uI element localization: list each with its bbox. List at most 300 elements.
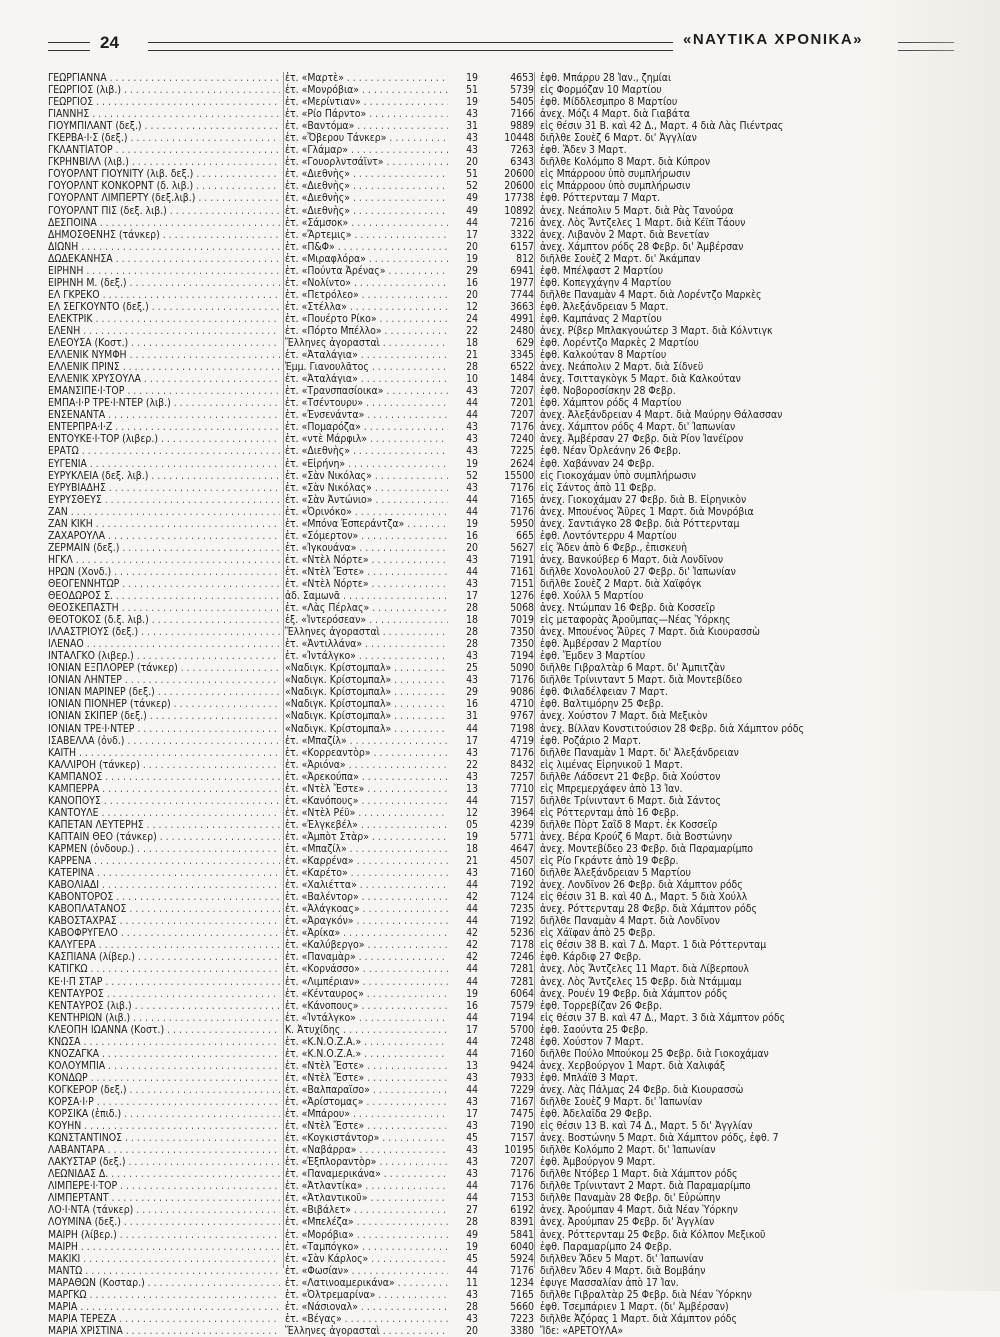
- table-row: [48, 482, 948, 494]
- table-row: [48, 120, 948, 132]
- owner: ἑτ. «Ντὲλ Ἔστε» . . .: [285, 1072, 477, 1084]
- age: 18: [448, 843, 478, 855]
- ship-name: ΚΑΒΟΦΡΥΓΕΛΟ . . .: [48, 927, 280, 939]
- status: ἐφθ. Κάρδιφ 27 Φεβρ.: [540, 951, 642, 964]
- owner: ἑτ. «Ντὲλ Νόρτε» . . .: [285, 578, 477, 590]
- age: 43: [448, 433, 478, 445]
- table-row: [48, 735, 948, 747]
- table-row: [48, 1012, 948, 1024]
- status: ἐφθ. Μπλάϊθ 3 Μαρτ.: [540, 1071, 638, 1084]
- tonnage: 4710: [510, 698, 534, 711]
- header-rule-right: [898, 42, 954, 51]
- owner: ἑτ. «Λὰς Πέρλας» . . .: [285, 602, 477, 614]
- owner: ἑτ. «Ντὲλ Ἔστε» . . .: [285, 566, 477, 578]
- table-row: [48, 530, 948, 542]
- age: 20: [448, 542, 478, 554]
- table-row: [48, 915, 948, 927]
- owner: ἑτ. «Ἀντιλλάνα» . . .: [285, 638, 477, 650]
- age: 43: [448, 1120, 478, 1132]
- tonnage: 7281: [510, 963, 534, 976]
- status: ἀνεχ. Ἀρούμπαν 4 Μαρτ. διὰ Νέαν Ὑόρκην: [540, 1204, 738, 1217]
- ship-name: ΘΕΟΤΟΚΟΣ (δ.ξ. λιβ.) . . .: [48, 614, 280, 626]
- table-row: [48, 795, 948, 807]
- age: 17: [448, 229, 478, 241]
- age: 21: [448, 855, 478, 867]
- owner: ἑτ. «Ὀρινόκο» . . .: [285, 506, 477, 518]
- table-row: [48, 421, 948, 433]
- status: εἰς θέσιν 37 Β. καὶ 47 Δ., Μαρτ. 3 διὰ Χάμπτον ρόδς: [540, 1011, 786, 1024]
- status: διῆλθε Κολόμπο 2 Μαρτ. δι' Ἰαπωνίαν: [540, 1144, 716, 1157]
- table-row: [48, 1204, 948, 1216]
- table-row: [48, 1216, 948, 1228]
- ship-name: ΕΥΓΕΝΙΑ . . .: [48, 458, 280, 470]
- ship-name: ΚΑΛΥΓΕΡΑ . . .: [48, 939, 280, 951]
- status: ἐφθ. Καμπάνας 2 Μαρτίου: [540, 312, 662, 325]
- owner: ἑτ. «Φωσίαν» . . .: [285, 1265, 477, 1277]
- tonnage: 629: [516, 337, 534, 350]
- table-row: [48, 1180, 948, 1192]
- age: 43: [448, 674, 478, 686]
- owner: ἀδ. Σαμωνᾶ . . .: [285, 590, 477, 602]
- status: ἀνεχ. Ἀμβέρσαν 27 Φεβρ. διὰ Ρίον Ἰανέϊρον: [540, 433, 744, 446]
- table-row: [48, 783, 948, 795]
- tonnage: 7192: [510, 915, 534, 928]
- age: 44: [448, 397, 478, 409]
- tonnage: 7235: [510, 903, 534, 916]
- table-row: [48, 867, 948, 879]
- ship-name: ΚΑΒΟΠΛΑΤΑΝΟΣ . . .: [48, 903, 280, 915]
- ship-name: ΖΕΡΜΑΙΝ (δεξ.) . . .: [48, 542, 280, 554]
- owner: ἑτ. «Ταμπόγκο» . . .: [285, 1241, 477, 1253]
- owner: ἑτ. «Ντὲλ Ἔστε» . . .: [285, 1120, 477, 1132]
- table-row: [48, 229, 948, 241]
- tonnage: 7166: [510, 108, 534, 121]
- table-row: [48, 313, 948, 325]
- status: εἰς θέσιν 31 Β. καὶ 42 Δ., Μαρτ. 4 διὰ Λὰς Πιέντρας: [540, 120, 784, 133]
- age: 20: [448, 289, 478, 301]
- ship-name: ΗΓΚΛ . . .: [48, 554, 280, 566]
- owner: ἑτ. «Λιμπέριαν» . . .: [285, 976, 477, 988]
- age: 44: [448, 1265, 478, 1277]
- owner: ἑτ. «Μορόβια» . . .: [285, 1229, 477, 1241]
- status: διῆλθε Τρίνινταντ 2 Μαρτ. διὰ Παραμαρίμπο: [540, 1180, 751, 1193]
- table-row: [48, 433, 948, 445]
- tonnage: 5950: [510, 517, 534, 530]
- ship-name: ΚΕΝΤΗΡΙΩΝ (λιβ.) . . .: [48, 1012, 280, 1024]
- tonnage: 1276: [510, 590, 534, 603]
- status: ἀνεχ. Ρίβερ Μπλακγουώτερ 3 Μαρτ. διὰ Κόλντιγκ: [540, 324, 773, 337]
- owner: ἑτ. «Πούντα Ἀρένας» . . .: [285, 265, 477, 277]
- tonnage: 8432: [510, 758, 534, 771]
- age: 31: [448, 120, 478, 132]
- age: 18: [448, 614, 478, 626]
- ship-name: ΜΑΡΙΑ . . .: [48, 1301, 280, 1313]
- owner: ἑτ. «Πετρόλεο» . . .: [285, 289, 477, 301]
- tonnage: 7194: [510, 1011, 534, 1024]
- ship-name: ΜΑΙΡΗ . . .: [48, 1241, 280, 1253]
- ship-name: ΚΝΟΖΑΓΚΑ . . .: [48, 1048, 280, 1060]
- table-row: [48, 1132, 948, 1144]
- ship-name: ΓΕΩΡΓΙΟΣ . . .: [48, 96, 280, 108]
- age: 43: [448, 1289, 478, 1301]
- status: ἐφθ. Χαβάνναν 24 Φεβρ.: [540, 457, 655, 470]
- tonnage: 6157: [510, 240, 534, 253]
- status: διῆλθεν Ἄδεν 5 Μαρτ. δι' Ἰαπωνίαν: [540, 1252, 704, 1265]
- age: 28: [448, 626, 478, 638]
- status: εἰς Ρίο Γκράντε ἀπὸ 19 Φεβρ.: [540, 855, 679, 868]
- owner: ἑτ. «Βιβάλετ» . . .: [285, 1204, 477, 1216]
- status: ἀνεχ. Νεάπολιν 2 Μαρτ. διὰ Σίδνεϋ: [540, 361, 704, 374]
- ship-name: ΚΑΠΕΤΑΝ ΛΕΥΤΕΡΗΣ . . .: [48, 819, 280, 831]
- tonnage: 7176: [510, 1168, 534, 1181]
- table-row: [48, 494, 948, 506]
- status: διῆλθε Ἀλεξάνδρειαν 5 Μαρτίου: [540, 867, 691, 880]
- tonnage: 6343: [510, 156, 534, 169]
- ship-name: ΛΕΩΝΙΔΑΣ Δ. . . .: [48, 1168, 280, 1180]
- tonnage: 9086: [510, 686, 534, 699]
- ship-name: ΚΩΝΣΤΑΝΤΙΝΟΣ . . .: [48, 1132, 280, 1144]
- table-row: [48, 1024, 948, 1036]
- age: 20: [448, 156, 478, 168]
- owner: ἑτ. «Στέλλα» . . .: [285, 301, 477, 313]
- status: διῆλθε Ντόβερ 1 Μαρτ. διὰ Χάμπτον ρόδς: [540, 1168, 738, 1181]
- status: ἐφθ. Τσεμπάριεν 1 Μαρτ. (δι' Ἀμβέρσαν): [540, 1300, 729, 1313]
- tonnage: 4991: [510, 312, 534, 325]
- age: 20: [448, 1325, 478, 1337]
- status: ἀνεχ. Γιοκοχάμαν 27 Φεβρ. διὰ Β. Εἰρηνικὸν: [540, 493, 747, 506]
- status: ἀνεχ. Χερβούργον 1 Μαρτ. διὰ Χαλιφάξ: [540, 1059, 726, 1072]
- age: 44: [448, 915, 478, 927]
- table-row: [48, 1072, 948, 1084]
- ship-name: ΓΚΛΑΝΤΙΑΤΟΡ . . .: [48, 144, 280, 156]
- age: 44: [448, 903, 478, 915]
- status: ἐφθ. Κοπεγχάγην 4 Μαρτίου: [540, 276, 672, 289]
- age: 31: [448, 710, 478, 722]
- age: 43: [448, 144, 478, 156]
- ship-name: ΚΑΠΤΑΙΝ ΘΕΟ (τάνκερ) . . .: [48, 831, 280, 843]
- ship-name: ΖΑΧΑΡΟΥΛΑ . . .: [48, 530, 280, 542]
- ship-name: ΙΟΝΙΑΝ ΕΞΠΛΟΡΕΡ (τάνκερ) . . .: [48, 662, 280, 674]
- table-row: [48, 180, 948, 192]
- status: ἐφθ. Ἀδελαΐδα 29 Φεβρ.: [540, 1108, 652, 1121]
- age: 28: [448, 602, 478, 614]
- ship-name: ΙΟΝΙΑΝ ΛΗΝΤΕΡ . . .: [48, 674, 280, 686]
- table-row: [48, 566, 948, 578]
- age: 24: [448, 313, 478, 325]
- owner: ἑτ. «Σὰν Νικόλας» . . .: [285, 482, 477, 494]
- status: ἀνεχ. Βίλλαν Κονστιτούσιον 28 Φεβρ. διὰ Χάμπτον ρόδς: [540, 722, 804, 735]
- age: 43: [448, 421, 478, 433]
- tonnage: 6941: [510, 264, 534, 277]
- status: εἰς θέσιν 13 Β. καὶ 74 Δ., Μαρτ. 5 δι' Ἀγγλίαν: [540, 1120, 753, 1133]
- owner: «Ναδιγκ. Κρίστομπαλ» . . .: [285, 686, 477, 698]
- tonnage: 7198: [510, 722, 534, 735]
- status: ἀνεχ. Βανκούβερ 6 Μαρτ. διὰ Λονδῖνον: [540, 553, 724, 566]
- ship-name: ΗΡΩΝ (Χονδ.) . . .: [48, 566, 280, 578]
- tonnage: 7263: [510, 144, 534, 157]
- ship-name: ΙΟΝΙΑΝ ΤΡΕ·Ι·ΝΤΕΡ . . .: [48, 723, 280, 735]
- ship-name: ΘΕΟΓΕΝΝΗΤΩΡ . . .: [48, 578, 280, 590]
- age: 52: [448, 470, 478, 482]
- tonnage: 7176: [510, 481, 534, 494]
- ship-name: ΕΥΡΥΒΙΑΔΗΣ . . .: [48, 482, 280, 494]
- table-row: [48, 963, 948, 975]
- tonnage: 1234: [510, 1276, 534, 1289]
- status: ἀνεχ. Σαντιάγκο 28 Φεβρ. διὰ Ρόττερνταμ: [540, 517, 740, 530]
- table-row: [48, 96, 948, 108]
- owner: ἑτ. «Βαλέντορ» . . .: [285, 891, 477, 903]
- tonnage: 7176: [510, 1180, 534, 1193]
- owner: ἑτ. «Καρρένα» . . .: [285, 855, 477, 867]
- ship-name: ΘΕΟΣΚΕΠΑΣΤΗ . . .: [48, 602, 280, 614]
- owner: ἑτ. «Ἰντάλγκο» . . .: [285, 650, 477, 662]
- ship-name: ΚΑΒΟΝΤΟΡΟΣ . . .: [48, 891, 280, 903]
- age: 28: [448, 1216, 478, 1228]
- table-row: [48, 939, 948, 951]
- owner: ἑτ. «Τσέντουρυ» . . .: [285, 397, 477, 409]
- header-rule-left: [48, 42, 90, 51]
- owner: ἑτ. «Βαντόμα» . . .: [285, 120, 477, 132]
- status: ἀνεχ. Βέρα Κρούζ 6 Μαρτ. διὰ Βοστώνην: [540, 830, 733, 843]
- ship-name: ΚΑΜΠΑΝΟΣ . . .: [48, 771, 280, 783]
- status: διῆλθε Παναμὰν 1 Μαρτ. δι' Ἀλεξάνδρειαν: [540, 746, 739, 759]
- owner: ἑτ. «Μπαζίλ» . . .: [285, 735, 477, 747]
- status: διῆλθε Τρίνινταντ 5 Μαρτ. διὰ Μοντεβίδεο: [540, 674, 743, 687]
- owner: ἑτ. «ντὲ Μάρφιλ» . . .: [285, 433, 477, 445]
- table-row: [48, 1241, 948, 1253]
- ship-name: ΘΕΟΔΩΡΟΣ Σ. . . .: [48, 590, 280, 602]
- age: 44: [448, 1036, 478, 1048]
- status: ἐφθ. Σαούντα 25 Φεβρ.: [540, 1023, 649, 1036]
- table-row: [48, 265, 948, 277]
- ship-name: ΓΟΥΟΡΛΝΤ ΓΙΟΥΝΙΤΥ (λιβ. δεξ.) . . .: [48, 168, 280, 180]
- table-row: [48, 879, 948, 891]
- owner: ἑτ. «Κ.Ν.Ο.Ζ.Α.» . . .: [285, 1036, 477, 1048]
- age: 27: [448, 1204, 478, 1216]
- tonnage: 7216: [510, 216, 534, 229]
- table-row: [48, 614, 948, 626]
- table-row: [48, 1096, 948, 1108]
- ship-ledger-table: [48, 72, 948, 1337]
- age: 44: [448, 976, 478, 988]
- table-row: [48, 771, 948, 783]
- tonnage: 10448: [504, 132, 534, 145]
- status: διῆλθε Χονολουλοῦ 27 Φεβρ. δι' Ἰαπωνίαν: [540, 565, 736, 578]
- tonnage: 7246: [510, 951, 534, 964]
- ship-name: ΚΟΓΚΕΡΟΡ (δεξ.) . . .: [48, 1084, 280, 1096]
- owner: ἑξ. «Ἰντερόσεαν» . . .: [285, 614, 477, 626]
- table-row: [48, 723, 948, 735]
- table-row: [48, 819, 948, 831]
- age: 19: [448, 96, 478, 108]
- tonnage: 4507: [510, 855, 534, 868]
- status: ἀνεχ. Βοστώνην 5 Μαρτ. διὰ Χάμπτον ρόδς, ἐφθ. 7: [540, 1132, 779, 1145]
- tonnage: 7207: [510, 409, 534, 422]
- tonnage: 7475: [510, 1108, 534, 1121]
- tonnage: 7248: [510, 1035, 534, 1048]
- tonnage: 3663: [510, 300, 534, 313]
- tonnage: 3964: [510, 806, 534, 819]
- age: 16: [448, 277, 478, 289]
- age: 44: [448, 1012, 478, 1024]
- age: 43: [448, 554, 478, 566]
- owner: ἑτ. «Μονρόβια» . . .: [285, 84, 477, 96]
- table-row: [48, 385, 948, 397]
- tonnage: 7176: [510, 1264, 534, 1277]
- tonnage: 2480: [510, 324, 534, 337]
- age: 43: [448, 1156, 478, 1168]
- owner: ἑτ. «Διεθνὴς» . . .: [285, 192, 477, 204]
- owner: ἑτ. «Ἀραγκόν» . . .: [285, 915, 477, 927]
- table-row: [48, 1313, 948, 1325]
- status: διῆλθε Παναμὰν 4 Μαρτ. διὰ Λορέντζο Μαρκὲς: [540, 288, 762, 301]
- status: ἐφθ. Νέαν Ὀρλεάνην 26 Φεβρ.: [540, 445, 681, 458]
- age: 29: [448, 686, 478, 698]
- table-row: [48, 759, 948, 771]
- owner: ἑτ. «Ἄρτεμις» . . .: [285, 229, 477, 241]
- owner: ἑτ. «Μαρτὲ» . . .: [285, 72, 477, 84]
- ship-name: ΓΕΩΡΓΙΑΝΝΑ . . .: [48, 72, 280, 84]
- tonnage: 9767: [510, 710, 534, 723]
- owner: ἑτ. «Ἀταλάγια» . . .: [285, 349, 477, 361]
- status: εἰς Μπάρροου ὑπὸ συμπλήρωσιν: [540, 168, 691, 181]
- owner: ἑτ. «Ἀρεκούπα» . . .: [285, 771, 477, 783]
- ship-name: ΚΑΙΤΗ . . .: [48, 747, 280, 759]
- ship-name: ΛΑΚΥΣΤΑΡ (δεξ.) . . .: [48, 1156, 280, 1168]
- status: διῆλθε Τρίνινταντ 6 Μαρτ. διὰ Σάντος: [540, 794, 721, 807]
- tonnage: 4719: [510, 734, 534, 747]
- ship-name: ΓΚΕΡΒΑ·Ι·Σ (δεξ.) . . .: [48, 132, 280, 144]
- tonnage: 7229: [510, 1083, 534, 1096]
- owner: ἑτ. «Σάμσοκ» . . .: [285, 217, 477, 229]
- owner: ἑτ. «Ὀλτρεμαρίνα» . . .: [285, 1289, 477, 1301]
- table-row: [48, 590, 948, 602]
- age: 43: [448, 747, 478, 759]
- tonnage: 7160: [510, 867, 534, 880]
- owner: ἑτ. «Τρανσπασίοικα» . . .: [285, 385, 477, 397]
- ship-name: ΛΙΜΠΕΡΕ·Ι·ΤΟΡ . . .: [48, 1180, 280, 1192]
- tonnage: 3345: [510, 349, 534, 362]
- owner: «Ναδιγκ. Κρίστομπαλ» . . .: [285, 710, 477, 722]
- tonnage: 5405: [510, 96, 534, 109]
- status: ἐφθ. Τορρεβίζαν 26 Φεβρ.: [540, 999, 662, 1012]
- age: 12: [448, 807, 478, 819]
- tonnage: 5700: [510, 1023, 534, 1036]
- age: 42: [448, 951, 478, 963]
- status: ἐφθ. Ἀμβούργον 9 Μαρτ.: [540, 1156, 656, 1169]
- age: 43: [448, 1144, 478, 1156]
- owner: «Ναδιγκ. Κρίστομπαλ» . . .: [285, 698, 477, 710]
- status: ἀνεχ. Μπουένος Ἄϋρες 1 Μαρτ. διὰ Μονρόβια: [540, 505, 754, 518]
- age: 43: [448, 771, 478, 783]
- status: εἰς Φορμόζαν 10 Μαρτίου: [540, 84, 662, 97]
- owner: ἑτ. «Σὰν Κάρλος» . . .: [285, 1253, 477, 1265]
- status: ἀνεχ. Χάμπτον ρόδς 28 Φεβρ. δι' Ἀμβέρσαν: [540, 240, 744, 253]
- status: ἐφθ. Χούστον 7 Μαρτ.: [540, 1035, 644, 1048]
- table-row: [48, 1108, 948, 1120]
- age: 19: [448, 988, 478, 1000]
- owner: ἑτ. «Κορνάσσο» . . .: [285, 963, 477, 975]
- tonnage: 7124: [510, 891, 534, 904]
- ship-name: ΓΙΑΝΝΗΣ . . .: [48, 108, 280, 120]
- table-row: [48, 554, 948, 566]
- table-row: [48, 1168, 948, 1180]
- tonnage: 5660: [510, 1300, 534, 1313]
- status: ἀνεχ. Μόζι 4 Μαρτ. διὰ Γιαβάτα: [540, 108, 690, 121]
- status: ἐφθ. Λοντόντερρυ 4 Μαρτίου: [540, 529, 677, 542]
- ship-name: ΜΑΚΙΚΙ . . .: [48, 1253, 280, 1265]
- status: ἐφυγε Μασσαλίαν ἀπὸ 17 Ἰαν.: [540, 1276, 679, 1289]
- age: 52: [448, 180, 478, 192]
- tonnage: 7744: [510, 288, 534, 301]
- age: 44: [448, 217, 478, 229]
- status: ἐφθ. Ἔμδεν 3 Μαρτίου: [540, 650, 646, 663]
- tonnage: 7191: [510, 553, 534, 566]
- age: 51: [448, 168, 478, 180]
- table-row: [48, 578, 948, 590]
- owner: ἑτ. «Ἰγκουάνα» . . .: [285, 542, 477, 554]
- age: 19: [448, 518, 478, 530]
- age: 43: [448, 1313, 478, 1325]
- status: ἐφθ. Ἀλεξάνδρειαν 5 Μαρτ.: [540, 300, 669, 313]
- status: εἰς μεταφορὰς Ἀροῦμπας—Νέας Ὑόρκης: [540, 614, 731, 627]
- status: εἰς Γιοκοχάμαν ὑπὸ συμπλήρωσιν: [540, 469, 696, 482]
- tonnage: 7281: [510, 975, 534, 988]
- tonnage: 7710: [510, 782, 534, 795]
- owner: ἑτ. «Ἐξπλοραντὸρ» . . .: [285, 1156, 477, 1168]
- table-row: [48, 253, 948, 265]
- tonnage: 7176: [510, 505, 534, 518]
- ship-name: ΚΟΡΣΙΚΑ (ἐπιδ.) . . .: [48, 1108, 280, 1120]
- age: 13: [448, 1060, 478, 1072]
- age: 45: [448, 1132, 478, 1144]
- status: ἀνεχ. Ρόττερνταμ 25 Φεβρ. διὰ Κόλπον Μεξικοῦ: [540, 1228, 766, 1241]
- table-row: [48, 1277, 948, 1289]
- age: 43: [448, 132, 478, 144]
- ship-name: ΕΛΕΝΗ . . .: [48, 325, 280, 337]
- table-row: [48, 108, 948, 120]
- ship-name: ΚΑΝΤΟΥΛΕ . . .: [48, 807, 280, 819]
- tonnage: 5236: [510, 927, 534, 940]
- owner: ἑτ. «Π&Φ» . . .: [285, 241, 477, 253]
- owner: Ἕλληνες ἀγορασταὶ . . .: [285, 337, 477, 349]
- table-row: [48, 409, 948, 421]
- ship-name: ΕΛΕΟΥΣΑ (Κοστ.) . . .: [48, 337, 280, 349]
- owner: ἑτ. «Ἰντάλγκο» . . .: [285, 1012, 477, 1024]
- ship-name: ΕΡΑΤΩ . . .: [48, 445, 280, 457]
- owner: ἑτ. «Ντὲλ Ἔστε» . . .: [285, 783, 477, 795]
- tonnage: 7201: [510, 397, 534, 410]
- table-row: [48, 626, 948, 638]
- age: 44: [448, 879, 478, 891]
- status: διῆλθε Πὸρτ Σαΐδ 8 Μαρτ. ἐκ Κοσσεΐρ: [540, 818, 718, 831]
- tonnage: 7223: [510, 1312, 534, 1325]
- owner: ἑτ. «Παναμερικάνα» . . .: [285, 1168, 477, 1180]
- owner: Ἐμμ. Γιανουλᾶτος . . .: [285, 361, 477, 373]
- age: 19: [448, 253, 478, 265]
- table-row: [48, 156, 948, 168]
- status: εἰς Ἄδεν ἀπὸ 6 Φεβρ., ἐπισκευὴ: [540, 541, 688, 554]
- table-row: [48, 361, 948, 373]
- status: ἀνεχ. Λιβανὸν 2 Μαρτ. διὰ Βενετίαν: [540, 228, 710, 241]
- age: 43: [448, 445, 478, 457]
- owner: «Ναδιγκ. Κρίστομπαλ» . . .: [285, 662, 477, 674]
- tonnage: 7165: [510, 1288, 534, 1301]
- header-rule-middle: [148, 42, 673, 51]
- status: ἐφθ. Μίδδλεσμπρο 8 Μαρτίου: [540, 96, 678, 109]
- status: διῆλθε Σουὲζ 2 Μαρτ. διὰ Χαϊφόγκ: [540, 577, 702, 590]
- table-row: [48, 710, 948, 722]
